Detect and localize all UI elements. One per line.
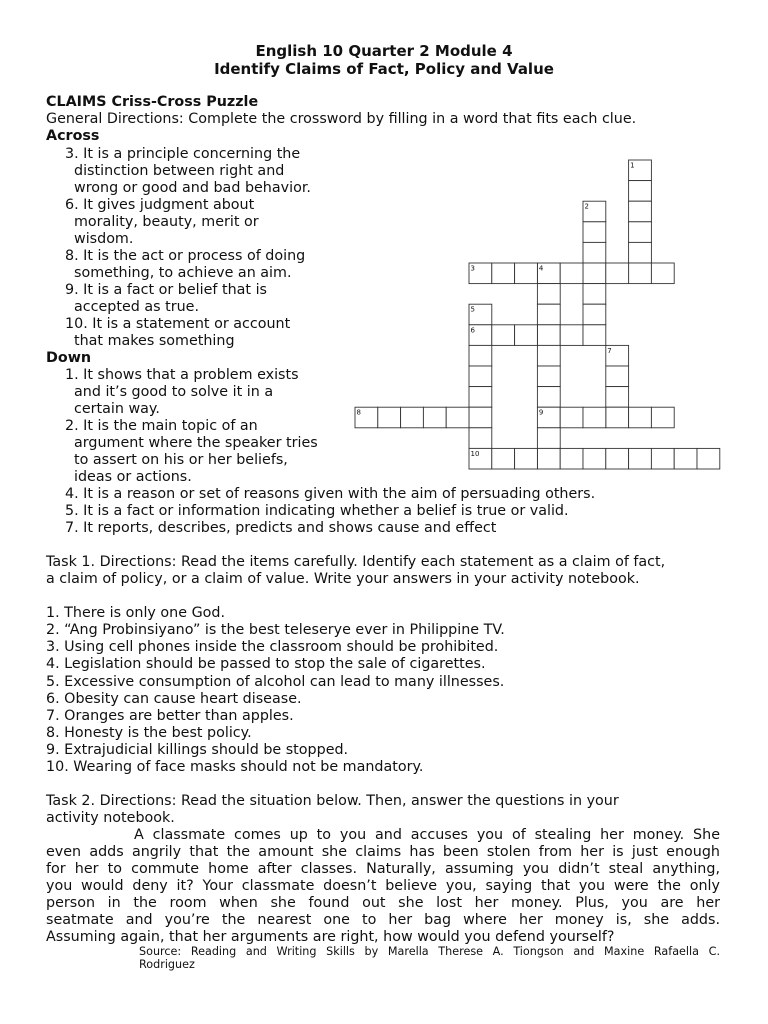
crossword-cell [697,448,720,469]
task1-directions-line: Task 1. Directions: Read the items carefully. Identify each statement as a claim of fact, [46,554,666,570]
crossword-cell [492,448,515,469]
crossword-cell [629,407,652,428]
crossword-cell [469,387,492,408]
down-clue-line: ideas or actions. [74,469,192,485]
crossword-cell [537,345,560,366]
clue-number-3: 3 [470,264,475,273]
source-citation: Source: Reading and Writing Skills by Marella Therese A. Tiongson and Maxine Rafaella C. [139,945,720,958]
crossword-cell [606,387,629,408]
crossword-cell [674,448,697,469]
crossword-cell [583,284,606,305]
crossword-cell [629,181,652,202]
task1-item: 6. Obesity can cause heart disease. [46,691,302,707]
across-clue-line: wisdom. [74,231,134,247]
clue-number-2: 2 [584,202,589,211]
crossword-cell [537,366,560,387]
crossword-cell [560,263,583,284]
crossword-cell [469,366,492,387]
puzzle-title: CLAIMS Criss-Cross Puzzle [46,94,259,110]
crossword-cell [583,263,606,284]
crossword-cell [583,242,606,263]
crossword-cell [651,263,674,284]
down-label: Down [46,350,92,366]
task1-item: 2. “Ang Probinsiyano” is the best teleserye ever in Philippine TV. [46,622,505,638]
task2-paragraph-line: you would deny it? Your classmate doesn’t believe you, saying that you were the only [46,878,720,894]
clue-number-1: 1 [630,161,635,170]
crossword-cell [515,263,538,284]
crossword-cell [629,448,652,469]
crossword-cell [537,304,560,325]
task2-paragraph-line: seatmate and you’re the nearest one to her bag where her money is, she adds. [46,912,720,928]
clue-number-6: 6 [470,326,475,335]
crossword-cell [560,448,583,469]
across-label: Across [46,128,100,144]
clue-number-8: 8 [356,408,361,417]
across-clue-line: accepted as true. [74,299,200,315]
crossword-cell [629,201,652,222]
crossword-cell [606,263,629,284]
crossword-cell [583,304,606,325]
down-clue-line: 7. It reports, describes, predicts and shows cause and effect [65,520,497,536]
crossword-cell [537,448,560,469]
crossword-cell [606,366,629,387]
crossword-cell [423,407,446,428]
crossword-cell [583,325,606,346]
task1-item: 5. Excessive consumption of alcohol can lead to many illnesses. [46,674,505,690]
crossword-cell [629,263,652,284]
across-clue-line: distinction between right and [74,163,285,179]
crossword-cell [446,407,469,428]
crossword-cell [378,407,401,428]
crossword-cell [606,448,629,469]
task1-item: 1. There is only one God. [46,605,226,621]
task1-item: 7. Oranges are better than apples. [46,708,294,724]
across-clue-line: wrong or good and bad behavior. [74,180,311,196]
module-title: English 10 Quarter 2 Module 4 [255,42,513,60]
clue-number-9: 9 [538,408,544,417]
crossword-cell [560,407,583,428]
task2-paragraph-line: even adds angrily that the amount she claims has been stolen from her is just enough [46,844,720,860]
crossword-cell [515,325,538,346]
crossword-cell [537,284,560,305]
task1-item: 8. Honesty is the best policy. [46,725,252,741]
source-citation: Rodriguez [139,958,195,971]
task1-item: 9. Extrajudicial killings should be stopped. [46,742,349,758]
clue-number-4: 4 [538,264,544,273]
task2-directions-line: activity notebook. [46,810,175,826]
crossword-cell [537,428,560,449]
task2-paragraph-line: A classmate comes up to you and accuses you of stealing her money. She [134,827,720,843]
clue-number-7: 7 [607,346,612,355]
crossword-cell [560,325,583,346]
task2-paragraph-line: for her to commute home after classes. Naturally, assuming you didn’t steal anything, [46,861,720,877]
task1-item: 4. Legislation should be passed to stop the sale of cigarettes. [46,656,486,672]
clue-number-5: 5 [470,305,475,314]
crossword-cell [537,325,560,346]
down-clue-line: argument where the speaker tries [74,435,318,451]
crossword-cell [515,448,538,469]
crossword-cell [606,407,629,428]
down-clue-line: 5. It is a fact or information indicating whether a belief is true or valid. [65,503,569,519]
across-clue-line: that makes something [74,333,235,349]
crossword-cell [492,263,515,284]
task1-item: 3. Using cell phones inside the classroom should be prohibited. [46,639,499,655]
down-clue-line: 2. It is the main topic of an [65,418,258,434]
crossword-cell [651,448,674,469]
task2-paragraph-line: person in the room when she found out she lost her money. Plus, you are her [46,895,720,911]
task1-item: 10. Wearing of face masks should not be mandatory. [46,759,424,775]
crossword-cell [629,222,652,243]
across-clue-line: 10. It is a statement or account [65,316,291,332]
across-clue-line: 9. It is a fact or belief that is [65,282,267,298]
task1-directions-line: a claim of policy, or a claim of value. Write your answers in your activity notebook. [46,571,640,587]
lesson-title: Identify Claims of Fact, Policy and Value [214,60,554,78]
down-clue-line: 4. It is a reason or set of reasons given with the aim of persuading others. [65,486,596,502]
crossword-cell [537,387,560,408]
clue-number-10: 10 [470,449,480,458]
across-clue-line: something, to achieve an aim. [74,265,292,281]
crossword-cell [492,325,515,346]
crossword-cell [651,407,674,428]
down-clue-line: certain way. [74,401,160,417]
crossword-cell [583,407,606,428]
crossword-cell [469,345,492,366]
down-clue-line: and it’s good to solve it in a [74,384,274,400]
crossword-cell [583,448,606,469]
across-clue-line: 8. It is the act or process of doing [65,248,306,264]
down-clue-line: to assert on his or her beliefs, [74,452,288,468]
crossword-cell [629,242,652,263]
across-clue-line: morality, beauty, merit or [74,214,259,230]
across-clue-line: 3. It is a principle concerning the [65,146,301,162]
crossword-cell [583,222,606,243]
puzzle-directions: General Directions: Complete the crossword by filling in a word that fits each clue. [46,111,637,127]
crossword-cell [469,428,492,449]
task2-paragraph-line: Assuming again, that her arguments are right, how would you defend yourself? [46,929,615,945]
task2-directions-line: Task 2. Directions: Read the situation below. Then, answer the questions in your [46,793,619,809]
crossword-cell [469,407,492,428]
across-clue-line: 6. It gives judgment about [65,197,255,213]
crossword-cell [401,407,424,428]
down-clue-line: 1. It shows that a problem exists [65,367,299,383]
